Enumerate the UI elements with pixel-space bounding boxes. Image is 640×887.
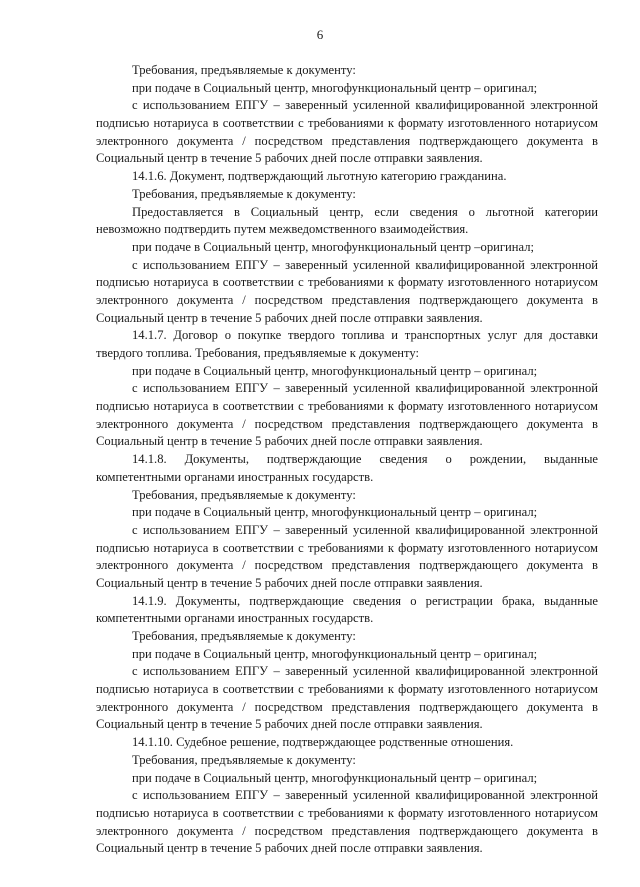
text-line: при подаче в Социальный центр, многофункциональный центр – оригинал; bbox=[132, 363, 538, 378]
text-line: электронного документа / посредством представления подтверждающего документа в bbox=[96, 292, 598, 307]
text-line: Требования, предъявляемые к документу: bbox=[132, 752, 356, 767]
page-number: 6 bbox=[316, 27, 324, 42]
text-line: компетентными органами иностранных государств. bbox=[96, 469, 374, 484]
text-line: подписью нотариуса в соответствии с требованиями к формату изготовленного нотариусом bbox=[96, 275, 598, 290]
text-line: при подаче в Социальный центр, многофункциональный центр – оригинал; bbox=[132, 646, 538, 661]
text-line: твердого топлива. Требования, предъявляемые к документу: bbox=[96, 346, 420, 360]
text-line: Социальный центр в течение 5 рабочих дней после отправки заявления. bbox=[96, 151, 483, 166]
text-line: электронного документа / посредством представления подтверждающего документа в bbox=[96, 558, 598, 573]
text-line: электронного документа / посредством представления подтверждающего документа в bbox=[96, 416, 598, 431]
text-line: Социальный центр в течение 5 рабочих дней после отправки заявления. bbox=[96, 434, 483, 449]
text-line: 14.1.9. Документы, подтверждающие сведения о регистрации брака, выданные bbox=[132, 593, 598, 608]
text-line: с использованием ЕПГУ – заверенный усиленной квалифицированной электронной bbox=[132, 257, 598, 272]
text-line: компетентными органами иностранных государств. bbox=[96, 611, 374, 626]
text-line: с использованием ЕПГУ – заверенный усиленной квалифицированной электронной bbox=[132, 788, 598, 803]
text-line: с использованием ЕПГУ – заверенный усиленной квалифицированной электронной bbox=[132, 522, 598, 537]
text-line: электронного документа / посредством представления подтверждающего документа в bbox=[96, 823, 598, 838]
text-line: при подаче в Социальный центр, многофункциональный центр –оригинал; bbox=[132, 239, 534, 254]
text-line: подписью нотариуса в соответствии с требованиями к формату изготовленного нотариусом bbox=[96, 682, 598, 697]
text-line: с использованием ЕПГУ – заверенный усиленной квалифицированной электронной bbox=[132, 664, 598, 679]
document-body bbox=[96, 62, 598, 858]
text-line: с использованием ЕПГУ – заверенный усиленной квалифицированной электронной bbox=[132, 381, 598, 396]
text-line: Требования, предъявляемые к документу: bbox=[132, 63, 356, 77]
text-line: электронного документа / посредством представления подтверждающего документа в bbox=[96, 699, 598, 714]
text-line: 14.1.6. Документ, подтверждающий льготную категорию гражданина. bbox=[132, 169, 507, 184]
text-line: 14.1.8. Документы, подтверждающие сведения о рождении, выданные bbox=[132, 452, 598, 467]
text-line: Социальный центр в течение 5 рабочих дней после отправки заявления. bbox=[96, 717, 483, 732]
text-line: Социальный центр в течение 5 рабочих дней после отправки заявления. bbox=[96, 310, 483, 325]
text-line: подписью нотариуса в соответствии с требованиями к формату изготовленного нотариусом bbox=[96, 399, 598, 414]
text-line: Социальный центр в течение 5 рабочих дней после отправки заявления. bbox=[96, 841, 483, 856]
text-line: 14.1.7. Договор о покупке твердого топлива и транспортных услуг для доставки bbox=[132, 328, 598, 343]
text-line: подписью нотариуса в соответствии с требованиями к формату изготовленного нотариусом bbox=[96, 540, 598, 555]
text-line: Предоставляется в Социальный центр, если сведения о льготной категории bbox=[132, 204, 598, 219]
text-line: при подаче в Социальный центр, многофункциональный центр – оригинал; bbox=[132, 505, 538, 520]
text-line: подписью нотариуса в соответствии с требованиями к формату изготовленного нотариусом bbox=[96, 116, 598, 131]
text-line: при подаче в Социальный центр, многофункциональный центр – оригинал; bbox=[132, 770, 538, 785]
text-line: 14.1.10. Судебное решение, подтверждающее родственные отношения. bbox=[132, 735, 514, 750]
text-line: электронного документа / посредством представления подтверждающего документа в bbox=[96, 133, 598, 148]
text-line: Требования, предъявляемые к документу: bbox=[132, 629, 356, 643]
text-line: Требования, предъявляемые к документу: bbox=[132, 487, 356, 502]
text-line: с использованием ЕПГУ – заверенный усиленной квалифицированной электронной bbox=[132, 98, 598, 113]
text-line: подписью нотариуса в соответствии с требованиями к формату изготовленного нотариусом bbox=[96, 805, 598, 820]
text-line: невозможно подтвердить путем межведомственного взаимодействия. bbox=[96, 222, 469, 237]
text-line: Социальный центр в течение 5 рабочих дней после отправки заявления. bbox=[96, 575, 483, 590]
text-line: Требования, предъявляемые к документу: bbox=[132, 186, 356, 201]
text-line: при подаче в Социальный центр, многофункциональный центр – оригинал; bbox=[132, 80, 538, 95]
